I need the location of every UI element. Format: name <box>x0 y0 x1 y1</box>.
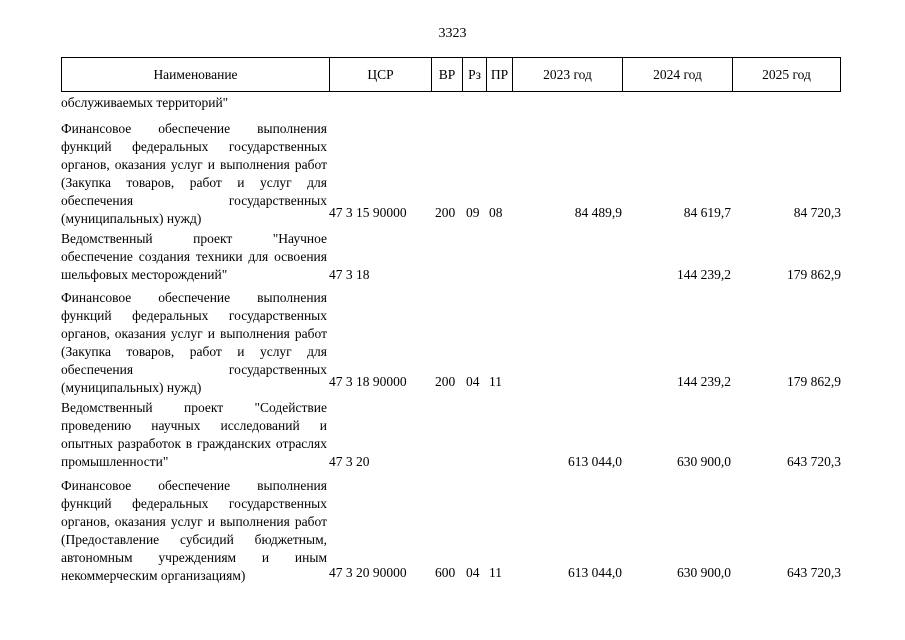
row-2024: 84 619,7 <box>683 205 731 220</box>
row-name: Финансовое обеспечение выполнения функций федеральных государственных органов, оказания услуг и выполнения работ (Закупка товаров, работ и услуг для обеспечения государственных (муниципальных) нужд) <box>61 290 327 395</box>
header-rz: Рз <box>463 58 487 91</box>
row-2023: 613 044,0 <box>568 454 622 469</box>
row-csr: 47 3 20 90000 <box>329 565 407 580</box>
row-name: обслуживаемых территорий" <box>61 95 229 110</box>
header-pr: ПР <box>487 58 513 91</box>
row-2025: 179 862,9 <box>787 374 841 389</box>
row-2025: 84 720,3 <box>793 205 841 220</box>
row-name: Ведомственный проект "Содействие проведению научных исследований и опытных разработок в гражданских отраслях промышленности" <box>61 400 327 469</box>
row-csr: 47 3 15 90000 <box>329 205 407 220</box>
row-name: Ведомственный проект "Научное обеспечение создания техники для освоения шельфовых месторождений" <box>61 231 327 282</box>
row-name: Финансовое обеспечение выполнения функций федеральных государственных органов, оказания услуг и выполнения работ (Предоставление субсидий бюджетным, автономным учреждениям и иным некоммерческим организациям) <box>61 478 327 583</box>
row-2025: 643 720,3 <box>787 454 841 469</box>
row-2024: 630 900,0 <box>677 565 731 580</box>
row-csr: 47 3 20 <box>329 454 370 469</box>
page-number: 3323 <box>438 26 467 41</box>
header-name: Наименование <box>62 58 330 91</box>
row-pr: 08 <box>489 205 503 220</box>
header-vr: ВР <box>432 58 463 91</box>
row-2023: 613 044,0 <box>568 565 622 580</box>
table-header <box>61 57 841 92</box>
row-rz: 09 <box>466 205 480 220</box>
header-2025: 2025 год <box>762 67 811 82</box>
row-vr: 200 <box>435 374 456 389</box>
row-csr: 47 3 18 <box>329 267 370 282</box>
row-2023: 84 489,9 <box>574 205 622 220</box>
row-2025: 179 862,9 <box>787 267 841 282</box>
row-2024: 630 900,0 <box>677 454 731 469</box>
row-rz: 04 <box>466 374 480 389</box>
row-pr: 11 <box>489 565 502 580</box>
row-vr: 200 <box>435 205 456 220</box>
row-2025: 643 720,3 <box>787 565 841 580</box>
row-vr: 600 <box>435 565 456 580</box>
header-csr: ЦСР <box>330 58 432 91</box>
header-2024: 2024 год <box>623 58 733 91</box>
row-pr: 11 <box>489 374 502 389</box>
header-2023: 2023 год <box>513 58 623 91</box>
row-name: Финансовое обеспечение выполнения функций федеральных государственных органов, оказания услуг и выполнения работ (Закупка товаров, работ и услуг для обеспечения государственных (муниципальных) нужд) <box>61 121 327 226</box>
row-2024: 144 239,2 <box>677 267 731 282</box>
row-rz: 04 <box>466 565 480 580</box>
row-2024: 144 239,2 <box>677 374 731 389</box>
row-csr: 47 3 18 90000 <box>329 374 407 389</box>
